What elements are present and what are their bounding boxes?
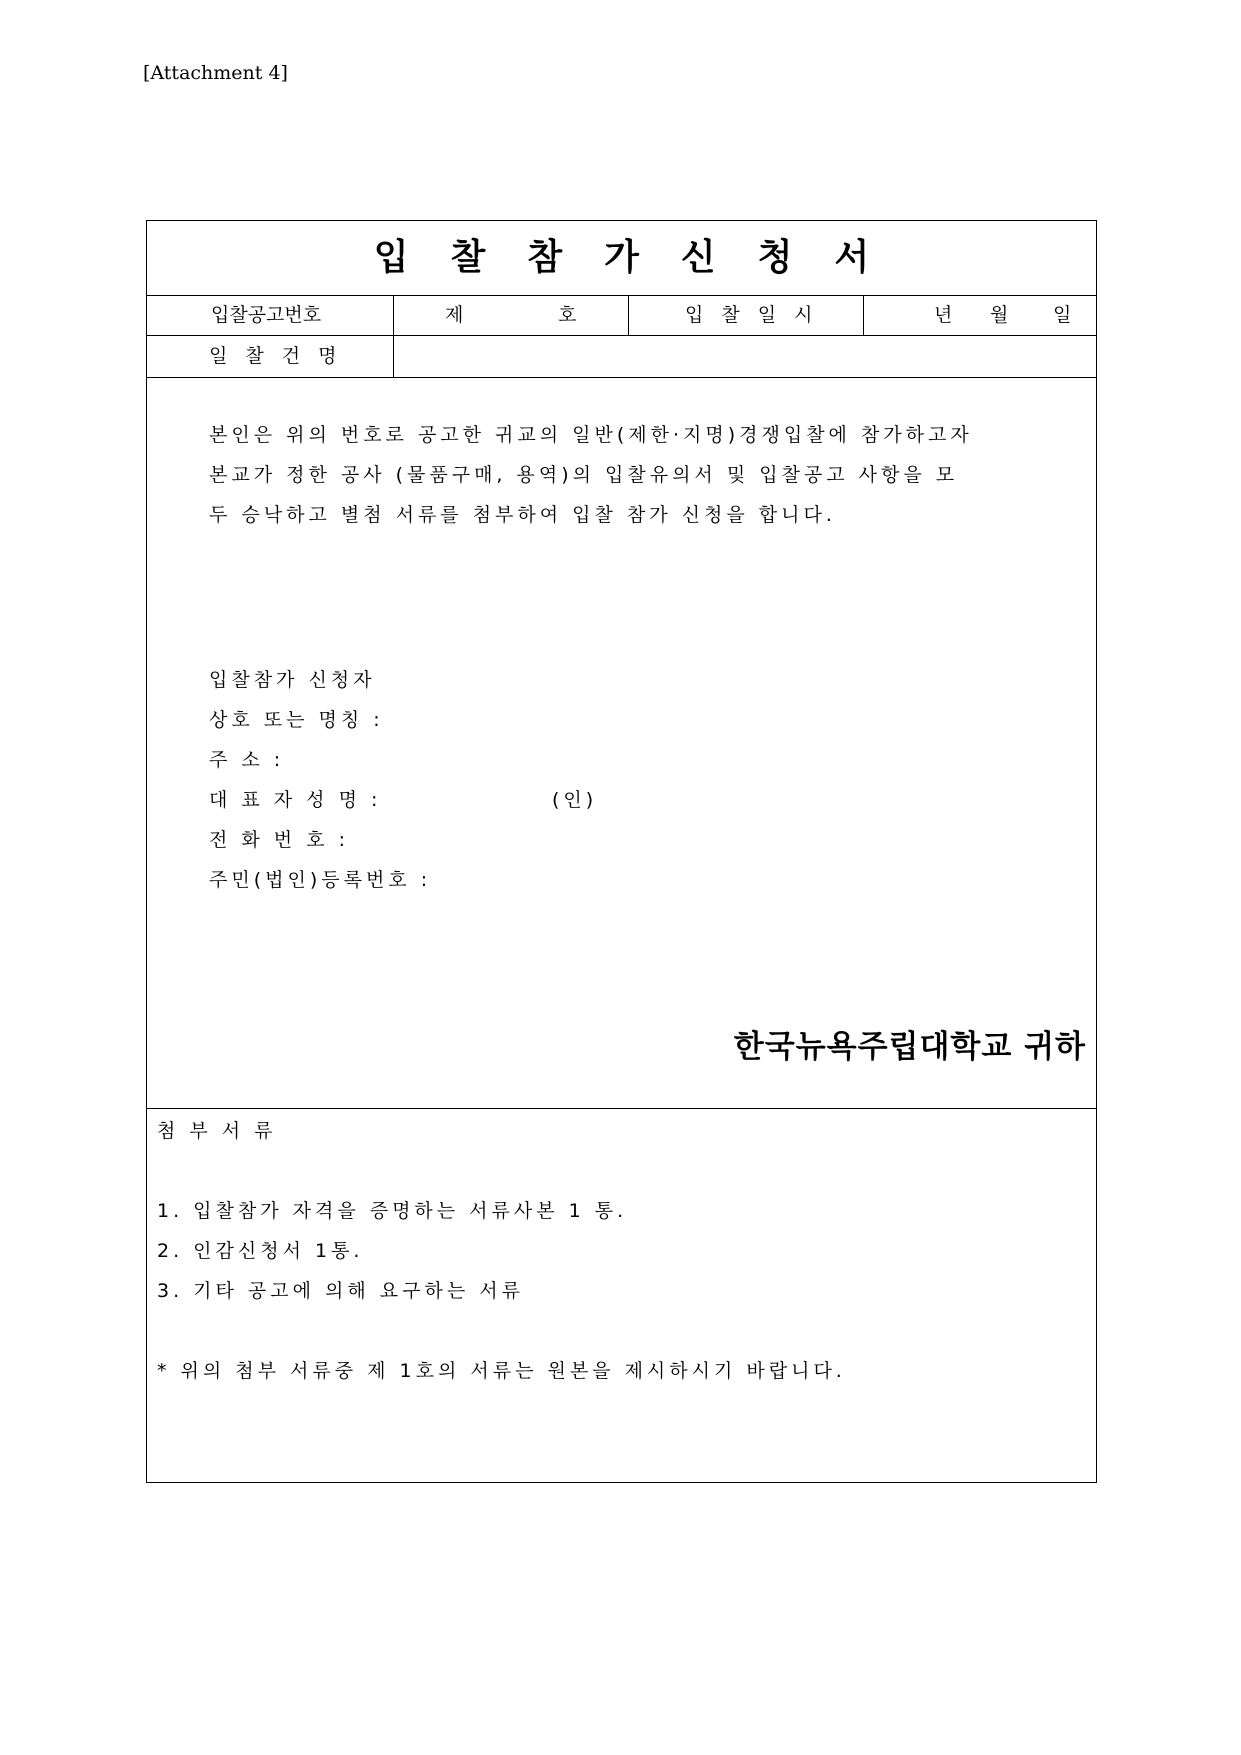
statement-line: 본교가 정한 공사 (물품구매, 용역)의 입찰유의서 및 입찰공고 사항을 모 bbox=[209, 464, 959, 486]
statement-line: 본인은 위의 번호로 공고한 귀교의 일반(제한·지명)경쟁입찰에 참가하고자 bbox=[209, 424, 973, 446]
notice-number-suffix: 호 bbox=[558, 304, 577, 326]
bid-name-label: 일 찰 건 명 bbox=[209, 345, 343, 367]
day-label: 일 bbox=[1053, 304, 1072, 326]
divider bbox=[863, 295, 864, 335]
form-title: 입찰참가신청서 bbox=[373, 237, 912, 278]
month-label: 월 bbox=[990, 304, 1009, 326]
notice-number-prefix: 제 bbox=[445, 304, 464, 326]
company-name-label: 상호 또는 명칭 : bbox=[209, 709, 384, 731]
attachments-heading: 첨 부 서 류 bbox=[157, 1120, 277, 1142]
statement-line: 두 승낙하고 별첨 서류를 첨부하여 입찰 참가 신청을 합니다. bbox=[209, 504, 836, 526]
bid-application-form bbox=[146, 220, 1097, 1483]
divider bbox=[393, 295, 394, 377]
attachment-item: 1. 입찰참가 자격을 증명하는 서류사본 1 통. bbox=[157, 1200, 628, 1222]
representative-label: 대 표 자 성 명 : bbox=[209, 789, 382, 811]
divider bbox=[628, 295, 629, 335]
attachments-note: * 위의 첨부 서류중 제 1호의 서류는 원본을 제시하시기 바랍니다. bbox=[157, 1360, 846, 1382]
attachment-item: 3. 기타 공고에 의해 요구하는 서류 bbox=[157, 1280, 524, 1302]
seal-mark: (인) bbox=[552, 789, 598, 811]
notice-number-label: 입찰공고번호 bbox=[211, 304, 322, 326]
address-label: 주 소 : bbox=[209, 749, 285, 771]
divider bbox=[147, 1108, 1096, 1109]
applicant-heading: 입찰참가 신청자 bbox=[209, 669, 376, 691]
bid-date-label: 입 찰 일 시 bbox=[685, 304, 819, 326]
phone-label: 전 화 번 호 : bbox=[209, 829, 349, 851]
recipient: 한국뉴욕주립대학교 귀하 bbox=[733, 1029, 1086, 1065]
year-label: 년 bbox=[934, 304, 953, 326]
registration-number-label: 주민(법인)등록번호 : bbox=[209, 869, 432, 891]
divider bbox=[147, 377, 1096, 378]
attachment-label: [Attachment 4] bbox=[143, 62, 288, 84]
attachment-item: 2. 인감신청서 1통. bbox=[157, 1240, 364, 1262]
